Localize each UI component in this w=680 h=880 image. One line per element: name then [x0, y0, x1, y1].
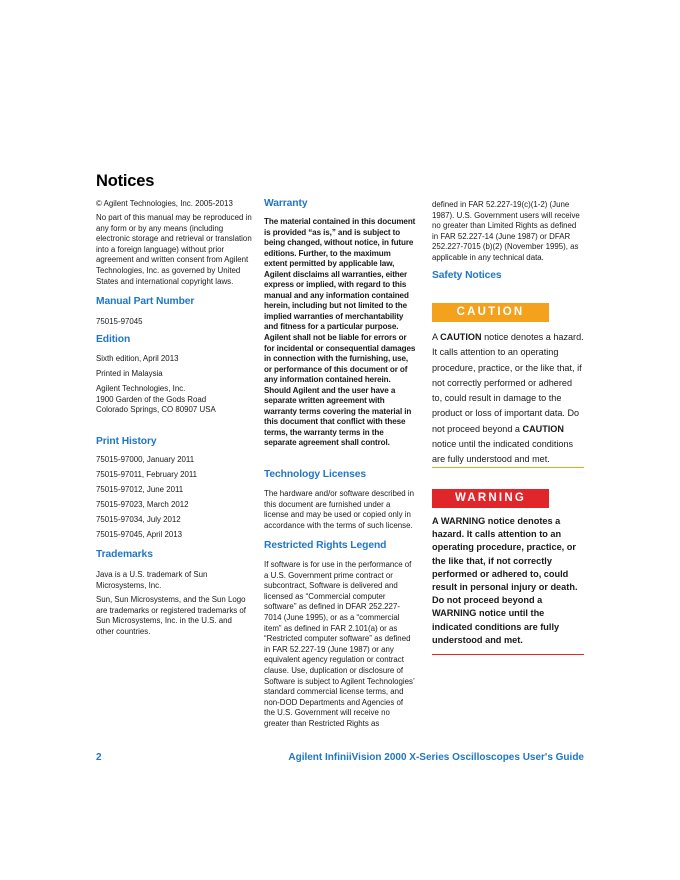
print-history-item: 75015-97012, June 2011	[96, 485, 184, 494]
trademark-paragraph: Sun, Sun Microsystems, and the Sun Logo are trademarks or registered trademarks of Sun Microsystems, Inc. in the U.S. and other countries.	[96, 595, 246, 636]
warning-badge: WARNING	[432, 489, 549, 508]
page-number: 2	[96, 752, 102, 763]
trademarks-heading: Trademarks	[96, 549, 153, 560]
technology-licenses-text: The hardware and/or software described in this document are furnished under a license and may be used or copied only in accordance with the terms of such license.	[264, 489, 415, 530]
page-title: Notices	[96, 172, 155, 190]
technology-licenses-heading: Technology Licenses	[264, 469, 367, 480]
edition-heading: Edition	[96, 334, 131, 345]
manual-part-number: 75015-97045	[96, 317, 143, 326]
caution-keyword-2: CAUTION	[522, 423, 564, 434]
print-history-item: 75015-97000, January 2011	[96, 455, 195, 464]
caution-prefix: A	[432, 332, 438, 342]
warranty-heading: Warranty	[264, 198, 308, 209]
footer-title: Agilent InfiniiVision 2000 X-Series Oscilloscopes User's Guide	[288, 752, 584, 763]
warning-text: A WARNING notice denotes a hazard. It calls attention to an operating procedure, practice, or the like that, if not correctly performed or adhered to, could result in personal injury or death. Do not proceed beyond a WARNING notice until the indicated conditions are fully understood and met.	[432, 516, 578, 645]
caution-end: notice until the indicated conditions are fully understood and met.	[432, 439, 574, 465]
warning-divider	[432, 654, 584, 655]
restricted-rights-text: If software is for use in the performance of a U.S. Government prime contract or subcontract, Software is delivered and licensed as “Commercial computer software” as defined in DFAR 252.227-7014 (June 1995), or as a “commercial item” as defined in FAR 2.101(a) or as “Restricted computer software” as defined in FAR 52.227-19 (June 1987) or any equivalent agency regulation or contract clause. Use, duplication or disclosure of Software is subject to Agilent Technologies’ standard commercial license terms, and non-DOD Departments and Agencies of the U.S. Government will receive no greater than Restricted Rights as	[264, 560, 415, 728]
manual-part-heading: Manual Part Number	[96, 296, 195, 307]
caution-text	[432, 330, 584, 468]
edition-address-line: 1900 Garden of the Gods Road	[96, 395, 207, 404]
caution-body: notice denotes a hazard. It calls attention to an operating procedure, practice, or the like that, if not correctly performed or adhered to, could result in damage to the product or loss of important data. Do not proceed beyond a	[432, 332, 584, 434]
edition-address-line: Colorado Springs, CO 80907 USA	[96, 405, 216, 414]
warranty-text: The material contained in this document is provided “as is,” and is subject to being changed, without notice, in future editions. Further, to the maximum extent permitted by applicable law, Agilent disclaims all warranties, either express or implied, with regard to this manual and any information contained herein, including but not limited to the implied warranties of merchantability and fitness for a particular purpose. Agilent shall not be liable for errors or for incidental or consequential damages in connection with the furnishing, use, or performance of this document or of any information contained herein. Should Agilent and the user have a separate written agreement with warranty terms covering the material in this document that conflict with these terms, the warranty terms in the separate agreement shall control.	[264, 217, 416, 448]
caution-divider	[432, 467, 584, 468]
trademark-paragraph: Java is a U.S. trademark of Sun Microsystems, Inc.	[96, 570, 208, 590]
reproduction-notice: No part of this manual may be reproduced in any form or by any means (including electronic storage and retrieval or translation into a foreign language) without prior agreement and written consent from Agilent Technologies, Inc. as governed by United States and international copyright laws.	[96, 213, 252, 286]
edition-line: Printed in Malaysia	[96, 369, 163, 378]
print-history-item: 75015-97034, July 2012	[96, 515, 181, 524]
print-history-item: 75015-97023, March 2012	[96, 500, 189, 509]
print-history-item: 75015-97011, February 2011	[96, 470, 198, 479]
restricted-rights-heading: Restricted Rights Legend	[264, 540, 387, 551]
print-history-item: 75015-97045, April 2013	[96, 530, 182, 539]
restricted-rights-continued: defined in FAR 52.227-19(c)(1-2) (June 1987). U.S. Government users will receive no greater than Limited Rights as defined in FAR 52.227-14 (June 1987) or DFAR 252.227-7015 (b)(2) (November 1995), as applicable in any technical data.	[432, 200, 580, 262]
edition-company: Agilent Technologies, Inc.	[96, 384, 186, 393]
caution-keyword: CAUTION	[440, 332, 482, 342]
copyright-notice: © Agilent Technologies, Inc. 2005-2013	[96, 199, 233, 208]
print-history-heading: Print History	[96, 436, 157, 447]
safety-notices-heading: Safety Notices	[432, 270, 502, 281]
caution-badge: CAUTION	[432, 303, 549, 322]
edition-line: Sixth edition, April 2013	[96, 354, 179, 363]
